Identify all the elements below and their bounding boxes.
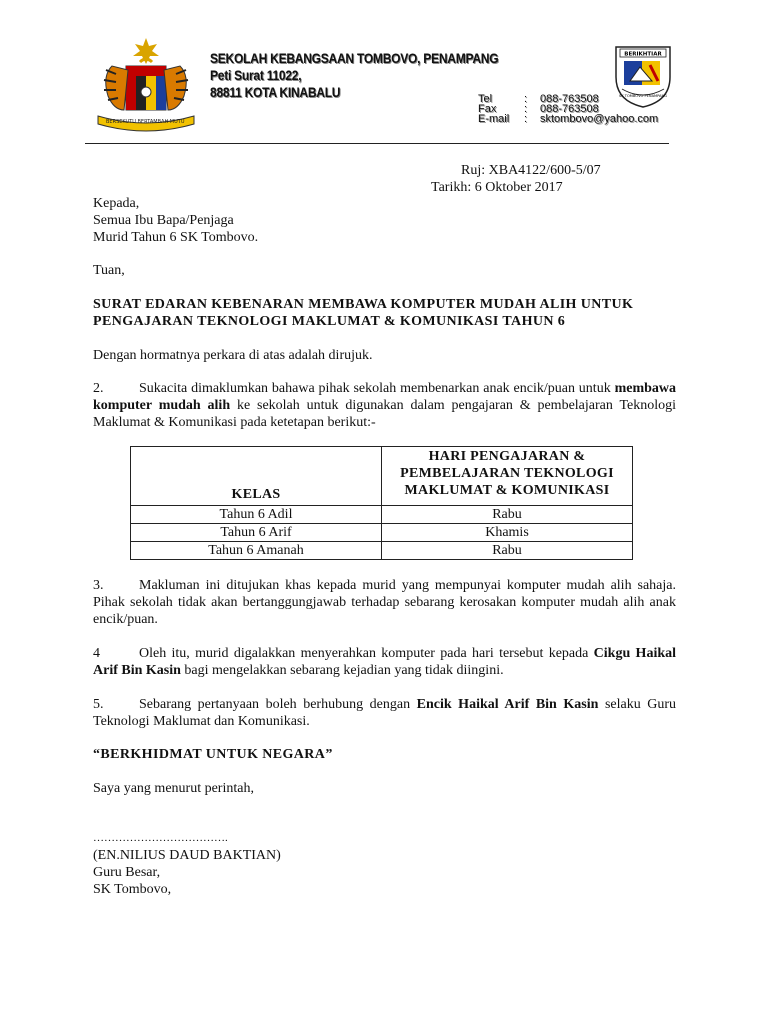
- paragraph-5-text-b: selaku Guru Teknologi Maklumat dan Komunikasi.: [93, 697, 677, 729]
- malaysia-coat-of-arms-logo: [92, 36, 200, 132]
- header-hari-line-1: HARI PENGAJARAN &: [428, 449, 586, 464]
- letterhead-text: [210, 51, 498, 100]
- paragraph-4-text-b: bagi mengelakkan sebarang kejadian yang tidak diingini.: [184, 663, 504, 678]
- paragraph-2-text-a: Sukacita dimaklumkan bahawa pihak sekolah membenarkan anak encik/puan untuk: [139, 381, 611, 396]
- hari-cell: Khamis: [382, 524, 633, 542]
- opening-line: Dengan hormatnya perkara di atas adalah dirujuk.: [93, 348, 373, 363]
- svg-text:BERSEKUTU BERTAMBAH MUTU: BERSEKUTU BERTAMBAH MUTU: [106, 119, 185, 125]
- header-hari-line-3: MAKLUMAT & KOMUNIKASI: [404, 483, 610, 498]
- recipient-line-1: Kepada,: [93, 196, 140, 211]
- email-row: E-mail : sktombovo@yahoo.com: [478, 113, 659, 125]
- tel-value: 088-763508: [540, 93, 599, 105]
- paragraph-2: [93, 380, 676, 431]
- paragraph-5-number: 5.: [93, 697, 104, 712]
- paragraph-2-number: 2.: [93, 381, 104, 396]
- email-value: sktombovo@yahoo.com: [540, 113, 659, 125]
- paragraph-4-bold: Cikgu Haikal Arif Bin Kasin: [93, 646, 677, 678]
- hari-cell: Rabu: [382, 542, 633, 560]
- subject-line-1: SURAT EDARAN KEBENARAN MEMBAWA KOMPUTER MUDAH ALIH UNTUK: [93, 297, 634, 312]
- subject-line-2: PENGAJARAN TEKNOLOGI MAKLUMAT & KOMUNIKASI TAHUN 6: [93, 314, 566, 329]
- badge-school-name: SK TOMBOVO PENAMPANG: [619, 94, 667, 98]
- header-hari: [382, 447, 633, 506]
- reference-tarikh: [431, 179, 563, 196]
- kelas-cell: Tahun 6 Arif: [131, 524, 382, 542]
- kelas-cell: Tahun 6 Adil: [131, 506, 382, 524]
- signatory-school: SK Tombovo,: [93, 882, 172, 897]
- schedule-header-row: [131, 447, 633, 506]
- tel-row: Tel : 088-763508: [478, 93, 599, 105]
- contact-block: [478, 94, 658, 124]
- tarikh-value: 6 Oktober 2017: [474, 180, 563, 195]
- paragraph-4-text-a: Oleh itu, murid digalakkan menyerahkan komputer pada hari tersebut kepada: [139, 646, 589, 661]
- closing-line: Saya yang menurut perintah,: [93, 781, 254, 796]
- recipient-block: [93, 195, 258, 246]
- paragraph-3-text: Makluman ini ditujukan khas kepada murid yang mempunyai komputer mudah alih sahaja. Pihak sekolah tidak akan bertanggungjawab terhadap sebarang kerosakan komputer mudah alih anak encik/puan.: [93, 578, 676, 627]
- fax-row: Fax : 088-763508: [478, 103, 599, 115]
- address-line-1: Peti Surat 11022,: [210, 67, 302, 83]
- paragraph-4: [93, 645, 676, 679]
- signature-dots: ……………………………….: [93, 832, 228, 844]
- email-label: E-mail: [478, 113, 510, 125]
- paragraph-5: [93, 696, 676, 730]
- signatory-title: Guru Besar,: [93, 865, 161, 880]
- table-row: [131, 542, 633, 560]
- table-row: [131, 506, 633, 524]
- header-kelas: KELAS: [131, 447, 382, 506]
- table-row: [131, 524, 633, 542]
- kelas-cell: Tahun 6 Amanah: [131, 542, 382, 560]
- paragraph-3: [93, 577, 676, 628]
- tel-label: Tel: [478, 93, 493, 105]
- badge-motto: BERIKHTIAR: [624, 51, 662, 58]
- signature-block: [93, 830, 281, 898]
- tarikh-label: Tarikh:: [431, 180, 472, 195]
- address-line-2: 88811 KOTA KINABALU: [210, 84, 341, 100]
- fax-label: Fax: [478, 103, 497, 115]
- signatory-name: (EN.NILIUS DAUD BAKTIAN): [93, 848, 281, 863]
- ruj-value: XBA4122/600-5/07: [488, 163, 601, 178]
- paragraph-2-text-b: ke sekolah untuk digunakan dalam pengajaran & pembelajaran Teknologi Maklumat & Komunikasi pada ketetapan berikut:-: [93, 398, 677, 430]
- motto: “BERKHIDMAT UNTUK NEGARA”: [93, 747, 333, 762]
- recipient-line-2: Semua Ibu Bapa/Penjaga: [93, 213, 234, 228]
- paragraph-5-bold: Encik Haikal Arif Bin Kasin: [416, 697, 599, 712]
- school-name: SEKOLAH KEBANGSAAN TOMBOVO, PENAMPANG: [210, 50, 499, 66]
- subject-title: [93, 296, 693, 330]
- hari-cell: Rabu: [382, 506, 633, 524]
- paragraph-4-number: 4: [93, 646, 100, 661]
- paragraph-2-bold: membawa komputer mudah alih: [93, 381, 676, 413]
- paragraph-5-text-a: Sebarang pertanyaan boleh berhubung dengan: [139, 697, 411, 712]
- salutation: Tuan,: [93, 263, 125, 278]
- paragraph-3-number: 3.: [93, 578, 104, 593]
- reference-ruj: [461, 162, 601, 179]
- schedule-table: [130, 446, 633, 560]
- header-hari-line-2: PEMBELAJARAN TEKNOLOGI: [400, 466, 614, 481]
- fax-value: 088-763508: [540, 103, 599, 115]
- recipient-line-3: Murid Tahun 6 SK Tombovo.: [93, 230, 259, 245]
- ruj-label: Ruj:: [461, 163, 486, 178]
- header-divider: [85, 143, 669, 144]
